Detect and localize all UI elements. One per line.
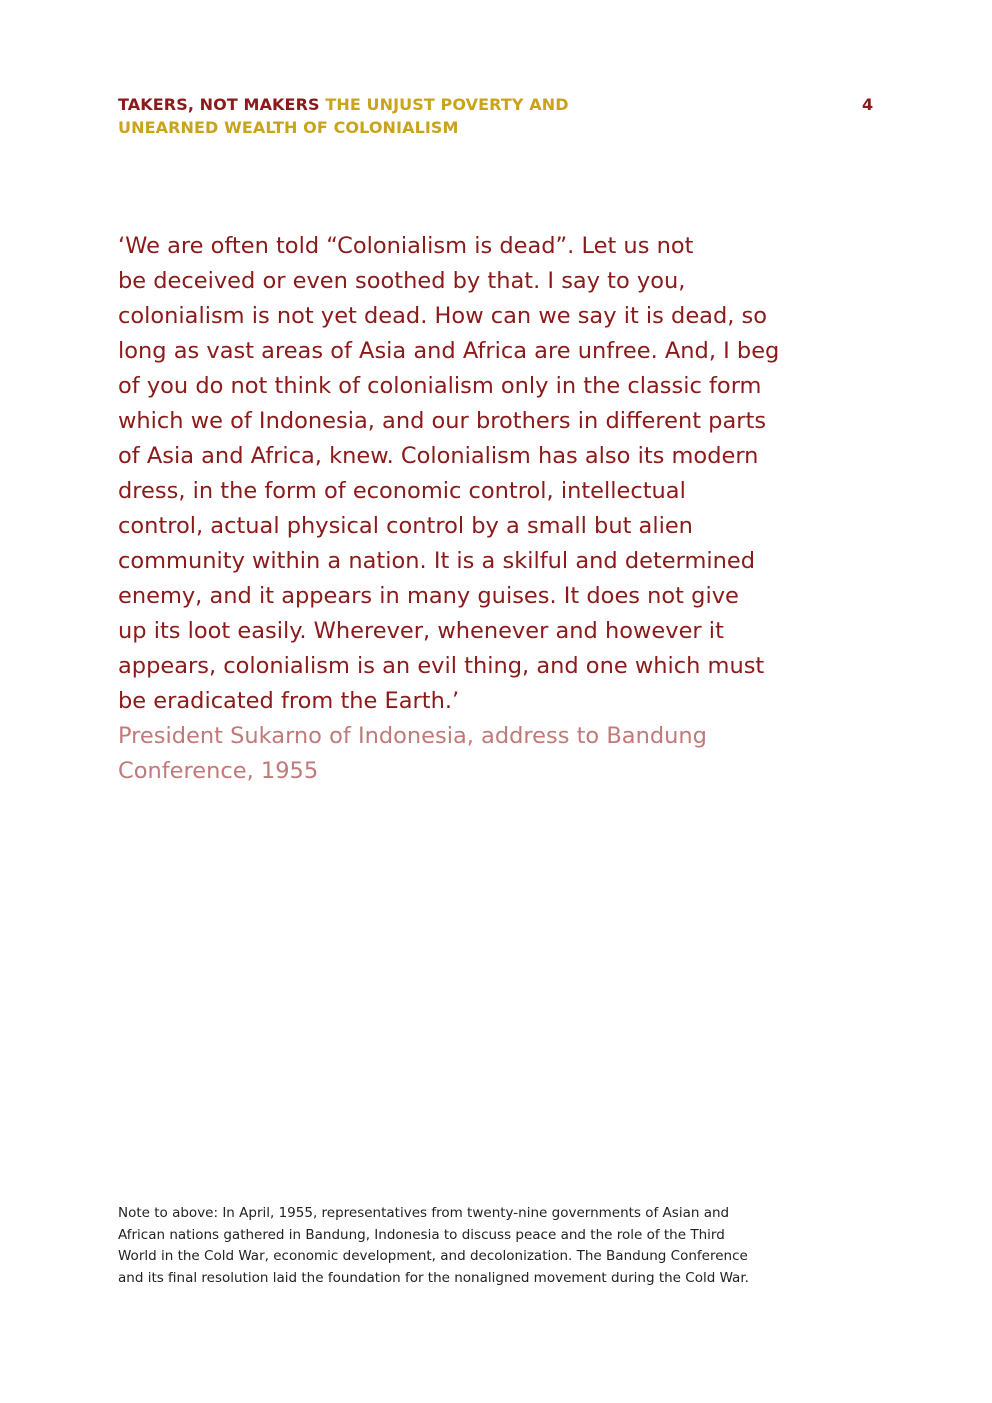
- quote-line: ‘We are often told “Colonialism is dead”. Let us not: [118, 233, 694, 259]
- quote-line: which we of Indonesia, and our brothers in different parts: [118, 408, 767, 434]
- quote-line: dress, in the form of economic control, intellectual: [118, 478, 686, 504]
- quote-line: enemy, and it appears in many guises. It does not give: [118, 583, 739, 609]
- quote-line: community within a nation. It is a skilful and determined: [118, 548, 756, 574]
- quote-line: colonialism is not yet dead. How can we say it is dead, so: [118, 303, 768, 329]
- quote-line: be eradicated from the Earth.’: [118, 688, 460, 714]
- running-header: [118, 93, 578, 139]
- quote-line: long as vast areas of Asia and Africa are unfree. And, I beg: [118, 338, 780, 364]
- footnote-line: and its final resolution laid the foundation for the nonaligned movement during the Cold War.: [118, 1270, 749, 1287]
- footnote: [118, 1203, 798, 1290]
- attribution-line: Conference, 1955: [118, 758, 319, 784]
- header-title-main: TAKERS, NOT MAKERS: [118, 95, 320, 114]
- quote-line: of Asia and Africa, knew. Colonialism has also its modern: [118, 443, 759, 469]
- quote-line: be deceived or even soothed by that. I say to you,: [118, 268, 686, 294]
- sukarno-quote: [118, 229, 798, 719]
- attribution-line: President Sukarno of Indonesia, address to Bandung: [118, 723, 707, 749]
- quote-line: appears, colonialism is an evil thing, and one which must: [118, 653, 765, 679]
- quote-line: control, actual physical control by a small but alien: [118, 513, 693, 539]
- quote-attribution: [118, 719, 798, 789]
- header-title-sub-line2: UNEARNED WEALTH OF COLONIALISM: [118, 118, 459, 137]
- footnote-line: African nations gathered in Bandung, Indonesia to discuss peace and the role of the Third: [118, 1226, 725, 1243]
- page-number: 4: [862, 95, 874, 114]
- header-title-sub-line1: THE UNJUST POVERTY AND: [325, 95, 569, 114]
- quote-line: up its loot easily. Wherever, whenever and however it: [118, 618, 724, 644]
- quote-line: of you do not think of colonialism only in the classic form: [118, 373, 762, 399]
- footnote-line: World in the Cold War, economic development, and decolonization. The Bandung Conference: [118, 1248, 748, 1265]
- footnote-line: Note to above: In April, 1955, representatives from twenty-nine governments of Asian and: [118, 1205, 730, 1221]
